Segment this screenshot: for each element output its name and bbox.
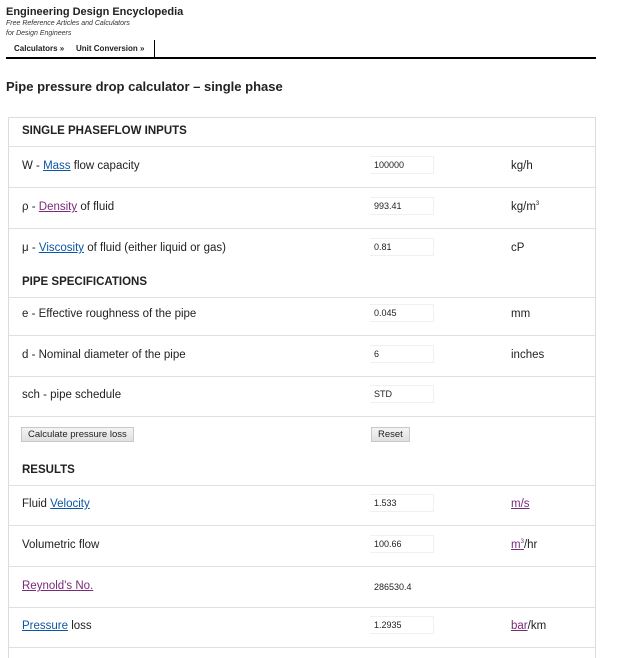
nav-unit-conversion[interactable]: Unit Conversion » [76, 44, 145, 53]
site-tagline: Free Reference Articles and Calculators [6, 20, 130, 27]
viscosity-label: μ - Viscosity of fluid (either liquid or gas) [22, 242, 226, 254]
calculate-button[interactable]: Calculate pressure loss [21, 427, 134, 442]
top-nav [6, 40, 596, 59]
nav-calculators[interactable]: Calculators » [14, 44, 65, 53]
roughness-label: e - Effective roughness of the pipe [22, 308, 197, 320]
schedule-input[interactable] [370, 385, 434, 403]
pressure-row [9, 607, 595, 648]
roughness-input[interactable] [370, 304, 434, 322]
viscosity-unit: cP [511, 242, 525, 254]
density-link[interactable]: Density [38, 201, 78, 213]
pressure-output[interactable] [370, 616, 434, 634]
density-input[interactable] [370, 197, 434, 215]
site-title: Engineering Design Encyclopedia [6, 6, 184, 18]
inputs-heading: SINGLE PHASEFLOW INPUTS [22, 125, 187, 137]
calculator-panel [8, 117, 596, 658]
reynolds-row [9, 567, 595, 608]
volumetric-unit-link[interactable]: m$^3$ [511, 539, 524, 551]
mass-row [9, 147, 595, 188]
results-heading: RESULTS [22, 464, 75, 476]
reynolds-value: 286530.4 [374, 582, 412, 592]
volumetric-label: Volumetric flow [22, 539, 100, 551]
mass-input[interactable] [370, 156, 434, 174]
density-label: ρ - Density of fluid [22, 201, 115, 213]
inputs-section-header [9, 118, 595, 147]
nav-divider [154, 40, 155, 58]
diameter-unit: inches [511, 349, 545, 361]
pressure-link[interactable]: Pressure [22, 620, 69, 632]
reset-button[interactable]: Reset [371, 427, 410, 442]
viscosity-link[interactable]: Viscosity [38, 242, 85, 254]
reynolds-link[interactable]: Reynold's No. [22, 580, 94, 592]
density-unit: $kg/m^3$ [511, 201, 540, 213]
pressure-unit: bar/km [511, 620, 547, 632]
site-tagline-2: for Design Engineers [6, 30, 72, 37]
reynolds-label [22, 580, 93, 592]
velocity-link[interactable]: Velocity [50, 498, 90, 510]
mass-link[interactable]: Mass [43, 160, 71, 172]
pressure-label: Pressure loss [22, 620, 92, 632]
schedule-row [9, 376, 595, 417]
density-row [9, 188, 595, 229]
pipe-heading: PIPE SPECIFICATIONS [22, 276, 148, 288]
roughness-unit: mm [511, 308, 531, 320]
pressure-unit-link[interactable]: bar [511, 620, 528, 632]
schedule-label: sch - pipe schedule [22, 389, 122, 401]
actions-row [9, 417, 595, 458]
pipe-section-header [9, 269, 595, 298]
viscosity-row [9, 229, 595, 270]
roughness-row [9, 295, 595, 336]
diameter-label: d - Nominal diameter of the pipe [22, 349, 186, 361]
viscosity-input[interactable] [370, 238, 434, 256]
volumetric-output[interactable] [370, 535, 434, 553]
velocity-row [9, 485, 595, 526]
volumetric-row [9, 526, 595, 567]
velocity-unit [511, 498, 530, 510]
mass-unit: kg/h [511, 160, 533, 172]
diameter-row [9, 336, 595, 377]
results-section-header [9, 457, 595, 486]
page-title: Pipe pressure drop calculator – single phase [6, 79, 283, 94]
diameter-input[interactable] [370, 345, 434, 363]
volumetric-unit: m$^3$/hr [511, 539, 538, 551]
velocity-output[interactable] [370, 494, 434, 512]
velocity-unit-link[interactable]: m/s [511, 498, 530, 510]
mass-label: W - Mass flow capacity [22, 160, 140, 172]
velocity-label: Fluid Velocity [22, 498, 90, 510]
